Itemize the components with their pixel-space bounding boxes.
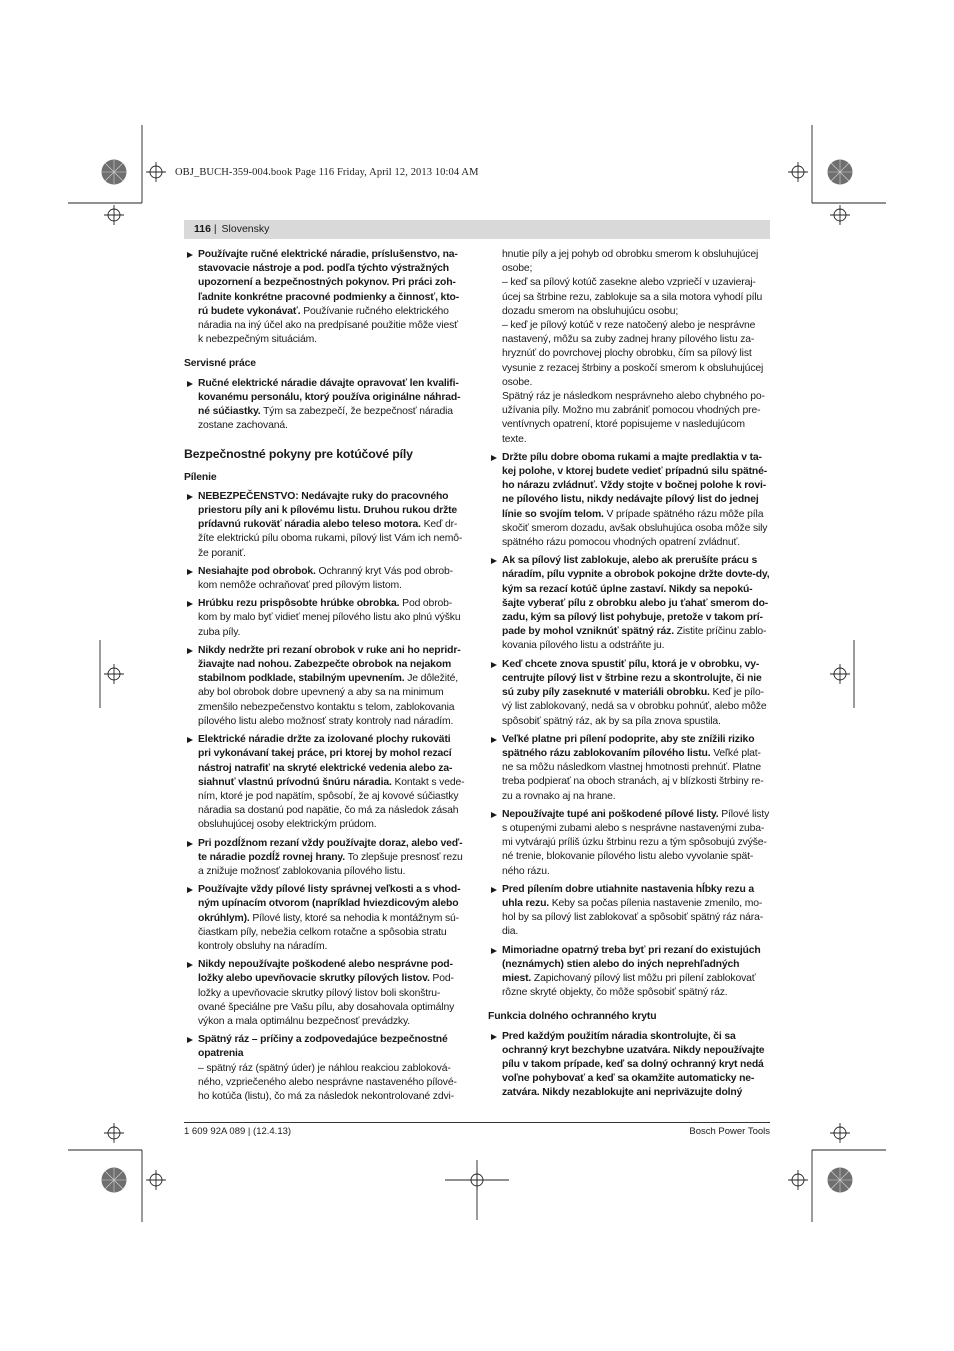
bullet-item [184, 733, 465, 832]
bullet-item [184, 644, 465, 729]
page-number: 116 [194, 223, 211, 235]
bullet-item [184, 248, 465, 347]
bullet-item [184, 1033, 465, 1061]
bullet-item [184, 597, 465, 640]
bullet-bold: NEBEZPEČENSTVO: Nedávajte ruky do pracovného priestoru píly ani k pílovému listu. Druhou rukou držte prídavnú rukoväť náradia alebo teleso motora. [198, 490, 458, 531]
bullet-bold: Nikdy nepoužívajte poškodené alebo nesprávne pod-ložky alebo upevňovacie skrutky pílových listov. [198, 959, 453, 985]
footer-divider [184, 1122, 770, 1123]
paragraph: hnutie píly a jej pohyb od obrobku smerom k obsluhujúcej osobe; [502, 249, 759, 275]
bullet-item [184, 883, 465, 954]
bullet-item [184, 837, 465, 880]
bullet-item [488, 451, 770, 550]
right-column [488, 248, 770, 1105]
bullet-text: Je dôležité, aby bol obrobok dobre upevnený a aby sa na minimum zmenšilo nebezpečenstvo kontaktu s telom, zablokovania pílového listu alebo možnosť straty kontroly nad náradím. [198, 673, 458, 727]
bullet-bold: Veľké platne pri pílení podoprite, aby ste znížili riziko spätného rázu zablokovaním pílového listu. [502, 733, 755, 759]
bullet-item [488, 944, 770, 1001]
left-column [184, 248, 465, 1108]
page-header-bar [184, 220, 770, 239]
bullet-text: Zistite príčinu zablo-kovania pílového listu a odstráňte ju. [502, 626, 767, 652]
bullet-text: V prípade spätného rázu môže píla skočiť smerom dozadu, avšak obsluhujúca osoba môže sily spätného rázu pomocou vhodných opatrení zvládnuť. [502, 508, 768, 549]
header-separator: | [210, 223, 220, 235]
bullet-bold: Pred každým použitím náradia skontrolujte, či sa ochranný kryt bezchybne uzatvára. Nikdy nepoužívajte pílu v takom prípade, keď sa dolný ochranný kryt nedá voľne pohybovať a keď sa okamžite automaticky ne-zatvára. Nikdy nezablokujte ani nepriväzujte dolný [502, 1030, 765, 1099]
bullet-item [184, 377, 465, 434]
bullet-text: Pílové listy, ktoré sa nehodia k montážnym sú-čiastkam píly, nebežia celkom rotačne a spôsobia stratu kontroly obsluhy na náradím. [198, 912, 459, 952]
bullet-item [488, 1030, 770, 1101]
bullet-bold: Mimoriadne opatrný treba byť pri rezaní do existujúch (neznámych) stien alebo do iných neprehľadných miest. [502, 944, 761, 984]
bullet-item [488, 658, 770, 729]
bullet-bold: Používajte ručné elektrické náradie, príslušenstvo, na-stavovacie nástroje a pod. podľa týchto výstražných upozornení a bezpečnostných pokynov. Pri práci zoh-ľadnite konkrétne pracovné podmienky a činnosť, kto-rú budete vykonávať. [198, 249, 460, 317]
bullet-item [488, 554, 770, 653]
bullet-text: Keď je pílo-vý list zablokovaný, nedá sa v obrobku pohnúť, alebo môže spôsobiť spätný ráz, ak by sa píla znova spustila. [502, 687, 767, 727]
bullet-text: Ochranný kryt Vás pod obrob-kom nemôže ochraňovať pred pílovým listom. [198, 565, 453, 592]
subheading-funkcia: Funkcia dolného ochranného krytu [488, 1011, 657, 1023]
bullet-text: Keď dr-žíte elektrickú pílu oboma rukami, pílový list Vám ich nemô-že poraniť. [198, 519, 463, 559]
paragraph: – keď je pílový kotúč v reze natočený alebo je nesprávne nastavený, môžu sa zuby zadnej hrany pílového listu za-hryznúť do povrchovej plochy obrobku, čím sa pílový list vysunie z rezacej štrbiny a poskočí smerom k obsluhujúcej osobe. [502, 320, 764, 388]
paragraph: – keď sa pílový kotúč zasekne alebo vzpriečí v uzavieraj-úcej sa štrbine rezu, zablokuje sa a sila motora vyhodí pílu dozadu smerom na obsluhujúcu osobu; [502, 277, 763, 317]
bullet-item [488, 883, 770, 940]
bullet-text: To zlepšuje presnosť rezu a znižuje možnosť zablokovania pílového listu. [198, 851, 463, 877]
bullet-bold: Nikdy nedržte pri rezaní obrobok v ruke ani ho nepridr-žiavajte nad nohou. Zabezpečte obrobok na nejakom stabilnom podklade, stabilným upevnením. [198, 644, 461, 685]
subheading-servisne-prace: Servisné práce [184, 358, 256, 370]
bullet-bold: Nepoužívajte tupé ani poškodené pílové listy. [502, 808, 719, 820]
bullet-text: Používanie ručného elektrického náradia na iný účel ako na predpísané použitie môže viesť k nebezpečným situáciám. [198, 305, 458, 346]
bullet-bold: Ručné elektrické náradie dávajte opravovať len kvalifi-kovanému personálu, ktorý používa originálne náhrad-né súčiastky. [198, 377, 461, 418]
bullet-bold: Držte pílu dobre oboma rukami a majte predlaktia v ta-kej polohe, v ktorej budete vedieť prípadnú silu spätné-ho nárazu zvládnuť. Vždy stojte v bočnej polohe k rovi-ne pílového listu, nikdy nedávajte pílový list do jednej línie so svojím telom. [502, 451, 768, 520]
bullet-text: Keby sa počas pílenia nastavenie zmenilo, mo-hol by sa pílový list zablokovať a spôsobiť spätný ráz nára-dia. [502, 897, 764, 938]
footer-doc-number: 1 609 92A 089 | (12.4.13) [184, 1126, 292, 1137]
bullet-bold: Používajte vždy pílové listy správnej veľkosti a s vhod-ným upínacím otvorom (napríklad hviezdicovým alebo okrúhlym). [198, 884, 461, 924]
bullet-bold: Pri pozdĺžnom rezaní vždy používajte doraz, alebo veď-te náradie pozdĺž rovnej hrany. [198, 837, 463, 863]
bullet-text: Pílové listy s otupenými zubami alebo s nesprávne nastavenými zuba-mi vytvárajú príliš úzku štrbinu rezu a tým spôsobujú zvýše-né trenie, blokovanie pílového listu alebo vyvolanie spät-ného rázu. [502, 808, 770, 877]
bullet-item [488, 733, 770, 804]
bullet-bold: Keď chcete znova spustiť pílu, ktorá je v obrobku, vy-centrujte pílový list v štrbine rezu a skontrolujte, či nie sú zuby píly zaseknuté v materiáli obrobku. [502, 658, 762, 699]
bullet-bold: Nesiahajte pod obrobok. [198, 565, 316, 577]
bullet-bold: Pred pílením dobre utiahnite nastavenia hĺbky rezu a uhla rezu. [502, 883, 755, 909]
footer-brand: Bosch Power Tools [689, 1126, 770, 1137]
bullet-bold: Hrúbku rezu prispôsobte hrúbke obrobka. [198, 598, 400, 610]
bullet-text: Pod obrob-kom by malo byť vidieť menej pílového listu ako plnú výšku zuba píly. [198, 598, 461, 638]
bullet-bold: Elektrické náradie držte za izolované plochy rukoväti pri vykonávaní takej práce, pri ktorej by mohol rezací nástroj natrafiť na skryté elektrické vedenia alebo za-siahnuť vlastnú prívodnú šnúru náradia. [198, 734, 453, 788]
bullet-text: Zapichovaný pílový list môžu pri pílení zablokovať rôzne skryté objekty, čo môže spôsobiť spätný ráz. [502, 972, 756, 999]
bullet-text: Tým sa zabezpečí, že bezpečnosť náradia zostane zachovaná. [198, 406, 453, 432]
bullet-bold: Spätný ráz – príčiny a zodpovedajúce bezpečnostné opatrenia [198, 1034, 448, 1060]
bullet-item [184, 490, 465, 561]
section-title: Bezpečnostné pokyny pre kotúčové píly [184, 447, 413, 462]
bullet-text: Veľké plat-ne sa môžu následkom vlastnej hmotnosti prehnúť. Platne treba podpierať na oboch stranách, aj v blízkosti štrbiny re-zu a rovnako aj na hrane. [502, 747, 764, 802]
bullet-text: Pod-ložky a upevňovacie skrutky pílový listov boli skonštru-ované špeciálne pre Vašu pílu, aby dosahovala optimálny výkon a mala optimálnu bezpečnosť prevádzky. [198, 973, 455, 1027]
bullet-item [488, 808, 770, 879]
header-language: Slovensky [221, 223, 270, 235]
bullet-text: Kontakt s vede-ním, ktoré je pod napätím, spôsobí, že aj kovové súčiastky náradia sa dostanú pod napätie, čo má za následok zásah obsluhujúcej osoby elektrickým prúdom. [198, 776, 465, 831]
bullet-item [184, 565, 465, 593]
file-header: OBJ_BUCH-359-004.book Page 116 Friday, April 12, 2013 10:04 AM [175, 167, 479, 178]
bullet-item [184, 958, 465, 1029]
subheading-pilenie: Pílenie [184, 471, 217, 483]
paragraph: Spätný ráz je následkom nesprávneho alebo chybného po-užívania píly. Možno mu zabrániť pomocou vhodných pre-ventívnych opatrení, ktoré popisujeme v nasledujúcom texte. [502, 391, 765, 445]
bullet-bold: Ak sa pílový list zablokuje, alebo ak prerušíte prácu s náradím, pílu vypnite a obrobok pokojne držte dovte-dy, kým sa rezací kotúč úplne zastaví. Nikdy sa nepokú-šajte vyberať pílu z obrobku alebo ju ťahať smerom do-zadu, kým sa pílový list pohybuje, pretože v takom prí-pade by mohol vzniknúť spätný ráz. [502, 555, 770, 638]
paragraph: – spätný ráz (spätný úder) je náhlou reakciou zabloková-ného, vzpriečeného alebo nesprávne nastaveného pílové-ho kotúča (listu), čo má za následok nekontrolované zdvi- [198, 1062, 457, 1102]
